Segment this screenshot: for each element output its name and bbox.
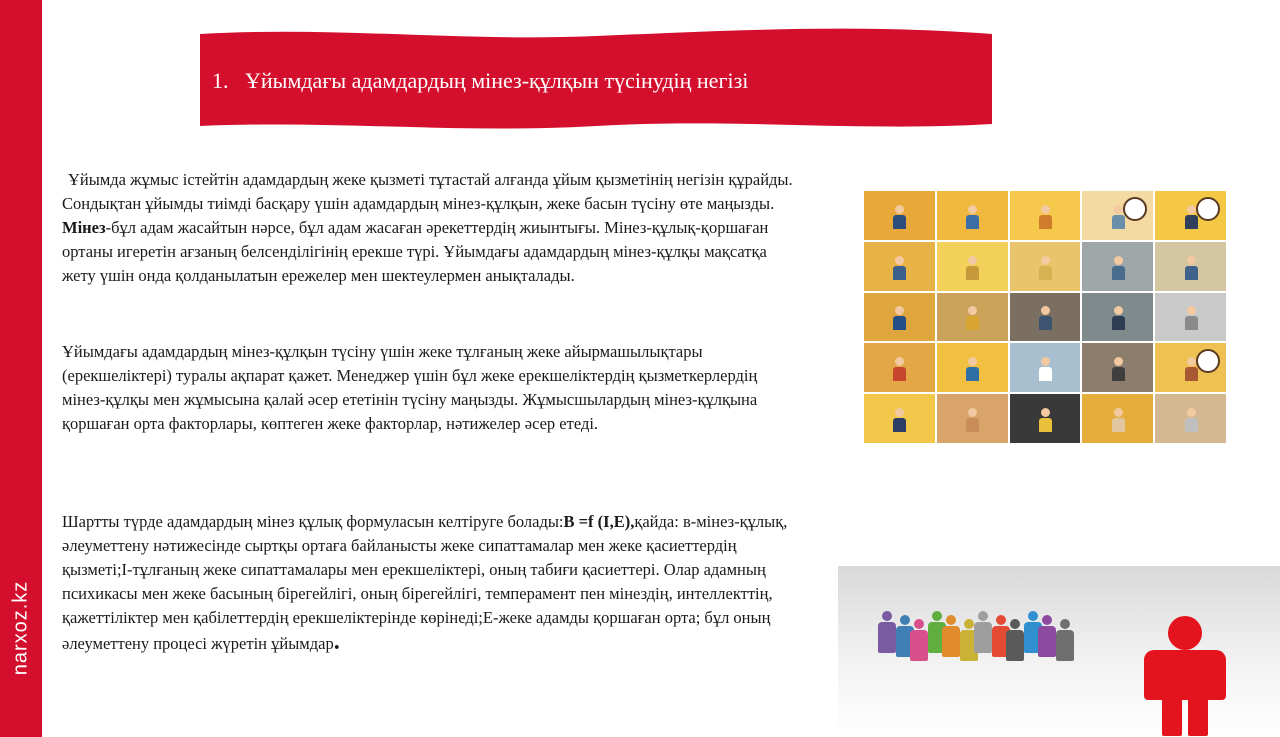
person-figure-icon xyxy=(878,611,896,655)
collage-tile xyxy=(937,293,1008,342)
businessman-icon xyxy=(1037,205,1053,231)
collage-tile xyxy=(1155,242,1226,291)
collage-tile xyxy=(1155,191,1226,240)
businessman-icon xyxy=(1037,256,1053,282)
collage-tile xyxy=(864,293,935,342)
p3-text-end: қайда: в-мінез-құлық, әлеуметтену нәтижесінде сыртқы ортаға байланысты жеке сипаттамалар мен жеке қасиеттердің қызметі;I-тұлғаның жеке сипаттамалары мен ерекшеліктері, оның табиғи қасиеттері. Олар адамның психикасы мен жеке басының бірегейлігі, оның бірегейлігі, темперамент пен мінездің, интеллекттің, қажеттіліктер мен қабілеттердің ерекшеліктерінде көрінеді;E-жеке адамды қоршаған орта; бұл оның әлеуметтену процесі жүретін ұйымдар xyxy=(62,512,788,653)
collage-tile xyxy=(1082,242,1153,291)
person-figure-icon xyxy=(910,619,928,663)
collage-tile xyxy=(937,343,1008,392)
collage-tile xyxy=(1155,343,1226,392)
businessman-icon xyxy=(891,408,907,434)
title-text: Ұйымдағы адамдардың мінез-құлқын түсінудің негізі xyxy=(245,68,749,93)
person-figure-icon xyxy=(1056,619,1074,663)
collage-tile xyxy=(1082,293,1153,342)
businessman-icon xyxy=(1110,256,1126,282)
collage-tile xyxy=(864,242,935,291)
businessman-icon xyxy=(1183,256,1199,282)
collage-tile xyxy=(937,394,1008,443)
behavior-formula: B =f (I,E), xyxy=(563,512,635,531)
paragraph-behavior-formula xyxy=(62,510,802,656)
collage-tile xyxy=(937,242,1008,291)
businessman-icon xyxy=(1037,408,1053,434)
collage-tile xyxy=(937,191,1008,240)
collage-tile xyxy=(864,191,935,240)
clock-icon xyxy=(1123,197,1147,221)
businessman-icon xyxy=(1037,306,1053,332)
businessman-icon xyxy=(891,205,907,231)
businessman-icon xyxy=(1110,306,1126,332)
person-figure-icon xyxy=(1006,619,1024,663)
collage-tile xyxy=(1082,191,1153,240)
collage-tile xyxy=(864,394,935,443)
collage-tile xyxy=(1082,343,1153,392)
person-figure-icon xyxy=(942,615,960,659)
collage-tile xyxy=(1010,293,1081,342)
brand-label: narxoz.kz xyxy=(9,580,32,676)
businessman-icon xyxy=(1110,408,1126,434)
collage-tile xyxy=(1010,394,1081,443)
p1-bold-term: Мінез xyxy=(62,218,106,237)
collage-tile xyxy=(1010,242,1081,291)
title-banner xyxy=(198,28,994,134)
red-leader-figure-icon xyxy=(1140,616,1230,736)
person-figure-icon xyxy=(974,611,992,655)
paragraph-individual-differences xyxy=(62,340,802,436)
businessman-icon xyxy=(1183,408,1199,434)
businessman-icon xyxy=(1110,357,1126,383)
collage-tile xyxy=(1155,394,1226,443)
p1-text-start: Ұйымда жұмыс істейтін адамдардың жеке қызметі тұтастай алғанда ұйым қызметінің негізін құрайды. Сондықтан ұйымды тиімді басқару үшін адамдардың мінез-құлқын, жеке басын түсіну өте маңызды. xyxy=(62,170,793,213)
businessman-icon xyxy=(1037,357,1053,383)
colorful-people-figures xyxy=(838,566,1280,737)
collage-tile xyxy=(1155,293,1226,342)
paragraph-behavior-basis xyxy=(62,168,802,288)
businessman-icon xyxy=(964,306,980,332)
businessman-icon xyxy=(891,306,907,332)
collage-tile xyxy=(864,343,935,392)
collage-tile xyxy=(1010,343,1081,392)
collage-tile xyxy=(1010,191,1081,240)
businessman-icon xyxy=(964,256,980,282)
clock-icon xyxy=(1196,349,1220,373)
sidebar-stripe xyxy=(0,0,42,737)
businessman-icon xyxy=(891,256,907,282)
clock-icon xyxy=(1196,197,1220,221)
title-number: 1. xyxy=(212,68,229,93)
collage-tile xyxy=(1082,394,1153,443)
businessman-icon xyxy=(1183,306,1199,332)
businessman-icon xyxy=(891,357,907,383)
businessman-icon xyxy=(964,357,980,383)
p3-end-dot: . xyxy=(333,629,340,655)
p2-text: Ұйымдағы адамдардың мінез-құлқын түсіну үшін жеке тұлғаның жеке айырмашылықтары (ерекшеліктері) туралы ақпарат қажет. Менеджер үшін бұл жеке ерекшеліктердің қызметкерлердің мінез-құлқы мен жұмысына қалай әсер ететінін түсіну маңызды. Жұмысшылардың мінез-құлқына қоршаған орта факторлары, көптеген жеке факторлар, нәтижелер әсер етеді. xyxy=(62,342,758,433)
person-figure-icon xyxy=(1038,615,1056,659)
businessman-icon xyxy=(964,408,980,434)
p1-text-end: -бұл адам жасайтын нәрсе, бұл адам жасаған әрекеттердің жиынтығы. Мінез-құлық-қоршаған ортаны игеретін ағзаның белсенділігінің ерекше түрі. Ұйымдағы адамдардың мінез-құлқы мақсатқа жету үшін онда қолданылатын ережелер мен шектеулермен анықталады. xyxy=(62,218,769,285)
business-people-collage xyxy=(864,191,1226,443)
page-title xyxy=(212,68,748,94)
businessman-icon xyxy=(964,205,980,231)
p3-text-start: Шартты түрде адамдардың мінез құлық формуласын келтіруге болады: xyxy=(62,512,564,531)
